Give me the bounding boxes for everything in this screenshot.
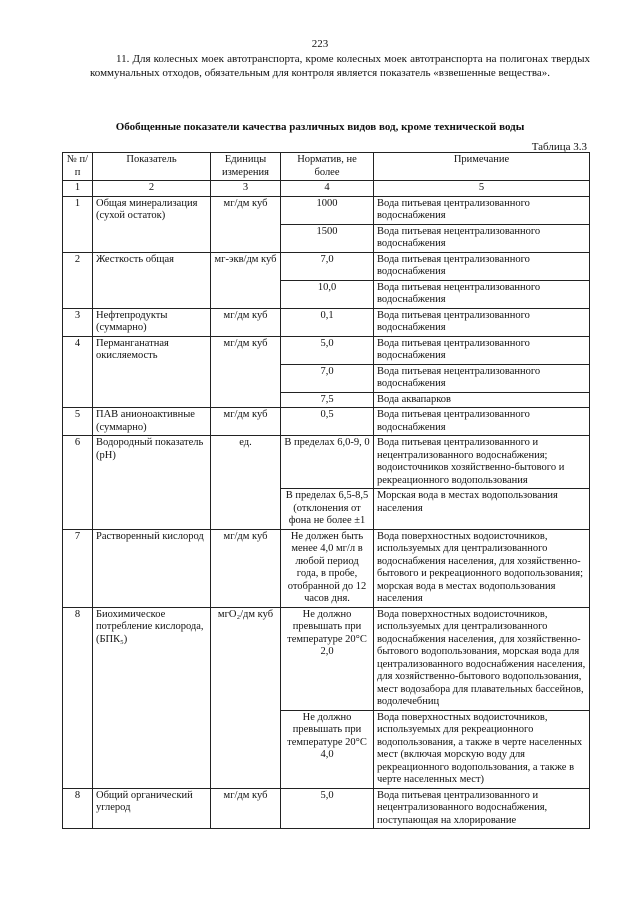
note-cell: Вода питьевая централизованного водоснабжения — [374, 308, 590, 336]
unit-cell: мг/дм куб — [211, 196, 281, 252]
norm-cell: Не должно превышать при температуре 20°С 2,0 — [281, 607, 374, 710]
note-cell: Морская вода в местах водопользования населения — [374, 489, 590, 530]
header-cell-norm: Норматив, не более — [281, 153, 374, 181]
norm-cell: 0,1 — [281, 308, 374, 336]
unit-cell: мг/дм куб — [211, 336, 281, 408]
header-cell-unit: Единицы измерения — [211, 153, 281, 181]
row-number-cell: 3 — [63, 308, 93, 336]
norm-cell: В пределах 6,0-9, 0 — [281, 436, 374, 489]
norm-cell: 0,5 — [281, 408, 374, 436]
note-cell: Вода питьевая централизованного водоснабжения — [374, 408, 590, 436]
indicator-cell: Жесткость общая — [93, 252, 211, 308]
norm-cell: 7,5 — [281, 392, 374, 408]
table-caption: Таблица 3.3 — [531, 141, 587, 153]
note-cell: Вода аквапарков — [374, 392, 590, 408]
indicator-cell: Водородный показатель (pH) — [93, 436, 211, 530]
column-number: 1 — [63, 181, 93, 197]
note-cell: Вода питьевая нецентрализованного водоснабжения — [374, 280, 590, 308]
note-cell: Вода поверхностных водоисточников, используемых для централизованного водоснабжения населения, для хозяйственно-бытового водопользования, морская вода для централизованного водоснабжения населения, для хозяйственно-бытового водопользования, мест водозабора для плавательных бассейнов, водолечебниц — [374, 607, 590, 710]
table-row — [63, 529, 590, 607]
table-row — [63, 788, 590, 829]
table-title: Обобщенные показатели качества различных видов вод, кроме технической воды — [115, 121, 525, 133]
column-number: 2 — [93, 181, 211, 197]
row-number-cell: 8 — [63, 607, 93, 788]
norm-cell: 1000 — [281, 196, 374, 224]
indicator-cell: Растворенный кислород — [93, 529, 211, 607]
row-number-cell: 4 — [63, 336, 93, 408]
note-cell: Вода питьевая централизованного и нецентрализованного водоснабжения; водоисточников хозяйственно-бытового и рекреационного водопользования — [374, 436, 590, 489]
indicator-cell: Нефтепродукты (суммарно) — [93, 308, 211, 336]
column-number: 4 — [281, 181, 374, 197]
water-quality-table — [62, 152, 590, 829]
note-cell: Вода питьевая централизованного водоснабжения — [374, 336, 590, 364]
unit-cell: мг/дм куб — [211, 408, 281, 436]
intro-paragraph: 11. Для колесных моек автотранспорта, кроме колесных моек автотранспорта на полигонах твердых коммунальных отходов, обязательным для контроля является показатель «взвешенные вещества». — [90, 53, 590, 79]
unit-cell: ед. — [211, 436, 281, 530]
note-cell: Вода поверхностных водоисточников, используемых для централизованного водоснабжения населения, для хозяйственно-бытового и рекреационного водопользования; морская вода в местах водопользования населения — [374, 529, 590, 607]
indicator-cell: Общий органический углерод — [93, 788, 211, 829]
table-row — [63, 408, 590, 436]
table-row — [63, 607, 590, 710]
indicator-cell: Биохимическое потребление кислорода, (БПК₅) — [93, 607, 211, 788]
norm-cell: 7,0 — [281, 252, 374, 280]
norm-cell: 10,0 — [281, 280, 374, 308]
table-row — [63, 336, 590, 364]
indicator-cell: Перманганатная окисляемость — [93, 336, 211, 408]
unit-cell: мг-экв/дм куб — [211, 252, 281, 308]
norm-cell: Не должно превышать при температуре 20°С 4,0 — [281, 710, 374, 788]
row-number-cell: 5 — [63, 408, 93, 436]
note-cell: Вода питьевая нецентрализованного водоснабжения — [374, 224, 590, 252]
table-row — [63, 308, 590, 336]
header-cell-indicator: Показатель — [93, 153, 211, 181]
table-row — [63, 436, 590, 489]
table-row — [63, 196, 590, 224]
header-cell-note: Примечание — [374, 153, 590, 181]
header-cell-number: № п/п — [63, 153, 93, 181]
norm-cell: В пределах 6,5-8,5 (отклонения от фона не более ±1 — [281, 489, 374, 530]
note-cell: Вода питьевая централизованного водоснабжения — [374, 252, 590, 280]
table-row — [63, 252, 590, 280]
note-cell: Вода питьевая нецентрализованного водоснабжения — [374, 364, 590, 392]
norm-cell: 7,0 — [281, 364, 374, 392]
row-number-cell: 2 — [63, 252, 93, 308]
note-cell: Вода питьевая централизованного водоснабжения — [374, 196, 590, 224]
unit-cell: мг/дм куб — [211, 529, 281, 607]
row-number-cell: 6 — [63, 436, 93, 530]
unit-cell: мг/дм куб — [211, 308, 281, 336]
table-body — [63, 196, 590, 829]
note-cell: Вода питьевая централизованного и нецентрализованного водоснабжения, поступающая на хлорирование — [374, 788, 590, 829]
column-number: 3 — [211, 181, 281, 197]
column-number-row — [63, 181, 590, 197]
note-cell: Вода поверхностных водоисточников, используемых для рекреационного водопользования, а также в черте населенных мест (включая морскую воду для рекреационного водопользования, а также в черте населенных мест) — [374, 710, 590, 788]
norm-cell: 1500 — [281, 224, 374, 252]
norm-cell: 5,0 — [281, 788, 374, 829]
norm-cell: 5,0 — [281, 336, 374, 364]
column-number: 5 — [374, 181, 590, 197]
row-number-cell: 7 — [63, 529, 93, 607]
indicator-cell: ПАВ анионоактивные (суммарно) — [93, 408, 211, 436]
row-number-cell: 1 — [63, 196, 93, 252]
header-row — [63, 153, 590, 181]
norm-cell: Не должен быть менее 4,0 мг/л в любой период года, в пробе, отобранной до 12 часов дня. — [281, 529, 374, 607]
page-number: 223 — [311, 38, 329, 50]
indicator-cell: Общая минерализация (сухой остаток) — [93, 196, 211, 252]
unit-cell: мг/дм куб — [211, 788, 281, 829]
unit-cell: мгО₂/дм куб — [211, 607, 281, 788]
row-number-cell: 8 — [63, 788, 93, 829]
